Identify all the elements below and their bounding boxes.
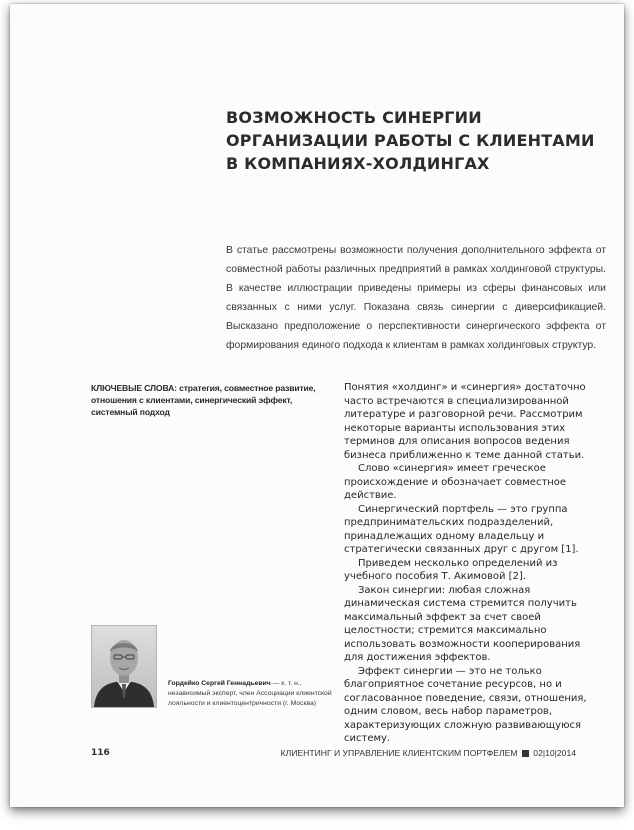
author-portrait-image [92, 626, 156, 707]
title-line: ОРГАНИЗАЦИИ РАБОТЫ С КЛИЕНТАМИ [226, 131, 595, 150]
article-abstract: В статье рассмотрены возможности получения дополнительного эффекта от совместной работы различных предприятий в рамках холдинговой структуры. В качестве иллюстрации приведены примеры из сферы финансовых или связанных с ними услуг. Показана связь синергии с диверсификацией. Высказано предположение о перспективности синергического эффекта от формирования единого подхода к клиентам в рамках холдинговых структур. [226, 245, 606, 351]
issue-date: 02|10|2014 [533, 748, 576, 758]
body-paragraph: Приведем несколько определений из учебного пособия Т. Акимовой [2]. [344, 557, 558, 582]
article-title [226, 106, 606, 175]
author-description: — к. т. н., независимый эксперт, член Ассоциации клиентской лояльности и клиентоцентричности (г. Москва) [168, 680, 332, 707]
body-paragraph: Слово «синергия» имеет греческое происхождение и обозначает совместное действие. [344, 463, 567, 501]
page-number: 116 [91, 748, 110, 758]
body-paragraph: Синергический портфель — это группа предпринимательских подразделений, принадлежащих одному владельцу и стратегически связанных друг с другом [1]. [344, 503, 579, 555]
keywords [91, 382, 323, 418]
author-photo [91, 625, 157, 708]
journal-page [10, 4, 624, 807]
keywords-text: стратегия, совместное развитие, отношения с клиентами, синергический эффект, системный подход [91, 383, 316, 417]
keywords-label: КЛЮЧЕВЫЕ СЛОВА: [91, 383, 177, 393]
body-paragraph: Эффект синергии — это не только благоприятное сочетание ресурсов, но и согласованное поведение, связи, отношения, одним словом, весь набор параметров, характеризующих сложную развивающуюся систему. [344, 665, 587, 744]
author-bio [168, 679, 338, 709]
journal-name: КЛИЕНТИНГ И УПРАВЛЕНИЕ КЛИЕНТСКИМ ПОРТФЕЛЕМ [280, 748, 518, 758]
journal-footer [281, 748, 576, 758]
author-name: Гордейко Сергей Геннадьевич [168, 680, 271, 687]
title-line: В КОМПАНИЯХ-ХОЛДИНГАХ [226, 154, 490, 173]
body-paragraph: Закон синергии: любая сложная динамическая система стремится получить максимальный эффект за счет своей целостности; стремится максимально использовать возможности кооперирования для достижения эффектов. [344, 584, 581, 663]
square-separator-icon [522, 750, 529, 757]
title-line: ВОЗМОЖНОСТЬ СИНЕРГИИ [226, 108, 482, 127]
article-body [344, 381, 602, 746]
body-paragraph: Понятия «холдинг» и «синергия» достаточно часто встречаются в специализированной литературе и разговорной речи. Рассмотрим некоторые варианты использования этих терминов для описания вопросов ведения бизнеса приближенно к теме данной статьи. [344, 382, 586, 461]
